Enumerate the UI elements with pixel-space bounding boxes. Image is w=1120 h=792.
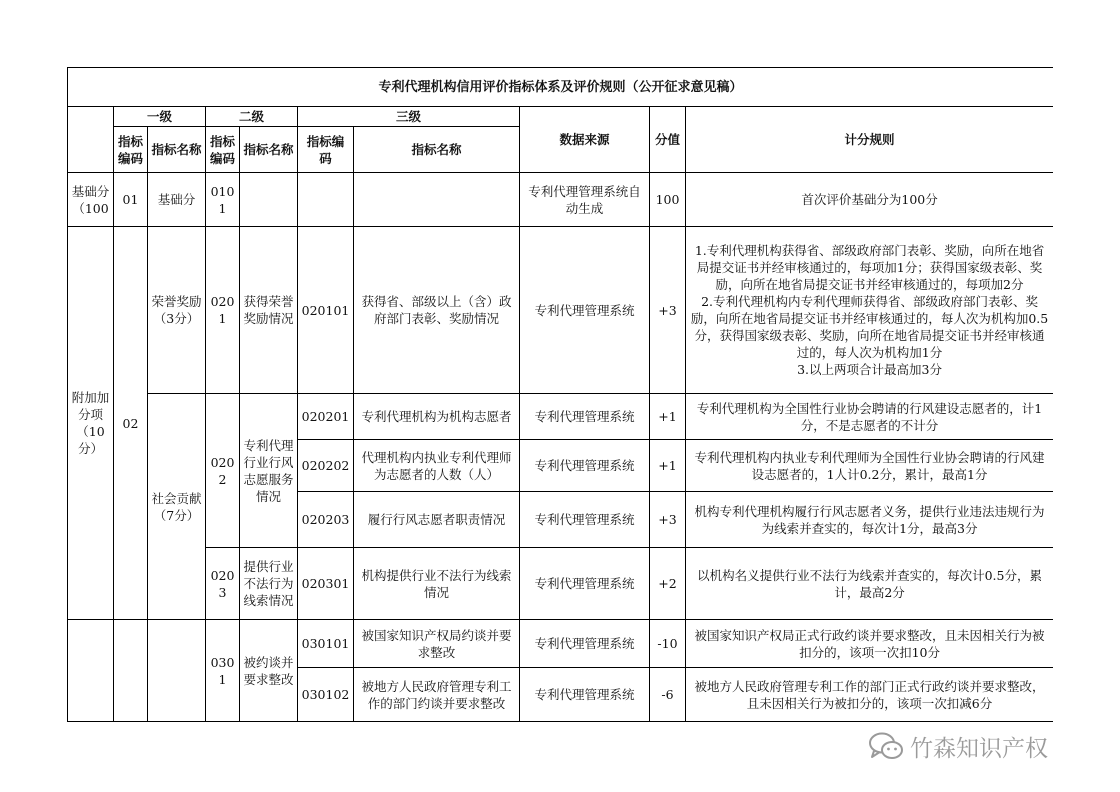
name1-cell: 基础分 [148,173,206,227]
score-cell: +3 [650,227,686,394]
code3-cell: 030102 [298,668,354,722]
header-rules: 计分规则 [686,107,1054,173]
rule-cell: 被地方人民政府管理专利工作的部门正式行政约谈并要求整改，且未因相关行为被扣分的，该项一次扣减6分 [686,668,1054,722]
code1-cell: 01 [114,173,148,227]
code3-cell [298,173,354,227]
rule-cell [686,227,1054,394]
name2-cell: 提供行业不法行为线索情况 [240,548,298,620]
code3-cell: 020201 [298,394,354,440]
header-score: 分值 [650,107,686,173]
source-cell: 专利代理管理系统 [520,394,650,440]
name2-cell: 专利代理行业行风志愿服务情况 [240,394,298,548]
title-row [68,68,1054,107]
code3-cell: 030101 [298,620,354,668]
code3-cell: 020202 [298,440,354,492]
source-cell: 专利代理管理系统自动生成 [520,173,650,227]
table-title: 专利代理机构信用评价指标体系及评价规则（公开征求意见稿） [68,68,1054,107]
rule-cell: 首次评价基础分为100分 [686,173,1054,227]
code2-cell: 0301 [206,620,240,722]
table-row [68,394,1054,440]
header-code1: 指标编码 [114,127,148,173]
category-cell: 基础分（100 [68,173,114,227]
code3-cell: 020301 [298,548,354,620]
header-code3: 指标编码 [298,127,354,173]
name3-cell: 机构提供行业不法行为线索情况 [354,548,520,620]
rule-text: 1.专利代理机构获得省、部级政府部门表彰、奖励，向所在地省局提交证书并经审核通过的，每项加1分；获得国家级表彰、奖励，向所在地省局提交证书并经审核通过的，每项加2分 2.专利代理机构内专利代理师获得省、部级政府部门表彰、奖励，向所在地省局提交证书并经审核通过的，每人次为机构加0.5分，获得国家级表彰、奖励，向所在地省局提交证书并经审核通过的，每人次为机构加1分 3.以上两项合计最高加3分 [690,243,1049,377]
header-level1: 一级 [114,107,206,127]
watermark [868,728,1048,764]
rule-cell: 专利代理机构内执业专利代理师为全国性行业协会聘请的行风建设志愿者的，1人计0.2分，累计，最高1分 [686,440,1054,492]
score-cell: -10 [650,620,686,668]
source-cell: 专利代理管理系统 [520,227,650,394]
code2-cell: 0101 [206,173,240,227]
name3-cell: 履行行风志愿者职责情况 [354,492,520,548]
name3-cell: 被地方人民政府管理专利工作的部门约谈并要求整改 [354,668,520,722]
name1-cell: 社会贡献（7分） [148,394,206,620]
header-code2: 指标编码 [206,127,240,173]
rule-cell: 被国家知识产权局正式行政约谈并要求整改，且未因相关行为被扣分的，该项一次扣10分 [686,620,1054,668]
header-row-levels [68,107,1054,127]
name3-cell: 代理机构内执业专利代理师为志愿者的人数（人） [354,440,520,492]
name3-cell [354,173,520,227]
rule-cell: 专利代理机构为全国性行业协会聘请的行风建设志愿者的，计1分，不是志愿者的不计分 [686,394,1054,440]
source-cell: 专利代理管理系统 [520,440,650,492]
watermark-text: 竹森知识产权 [910,735,1048,762]
name2-cell [240,173,298,227]
name1-cell [148,620,206,722]
header-name3: 指标名称 [354,127,520,173]
table-row [68,173,1054,227]
header-level2: 二级 [206,107,298,127]
spreadsheet [67,67,1053,722]
table-row [68,620,1054,668]
table-row [68,227,1054,394]
name2-cell: 被约谈并要求整改 [240,620,298,722]
source-cell: 专利代理管理系统 [520,492,650,548]
score-cell: +1 [650,394,686,440]
name3-cell: 被国家知识产权局约谈并要求整改 [354,620,520,668]
rule-cell: 以机构名义提供行业不法行为线索并查实的，每次计0.5分，累计，最高2分 [686,548,1054,620]
code1-cell [114,620,148,722]
source-cell: 专利代理管理系统 [520,668,650,722]
score-cell: 100 [650,173,686,227]
code2-cell: 0203 [206,548,240,620]
name3-cell: 专利代理机构为机构志愿者 [354,394,520,440]
code2-cell: 0202 [206,394,240,548]
name3-cell: 获得省、部级以上（含）政府部门表彰、奖励情况 [354,227,520,394]
header-level3: 三级 [298,107,520,127]
score-cell: -6 [650,668,686,722]
score-cell: +1 [650,440,686,492]
code3-cell: 020101 [298,227,354,394]
code2-cell: 0201 [206,227,240,394]
category-cell [68,620,114,722]
source-cell: 专利代理管理系统 [520,620,650,668]
name2-cell: 获得荣誉奖励情况 [240,227,298,394]
wechat-icon [868,731,904,761]
score-cell: +2 [650,548,686,620]
header-category [68,107,114,173]
name1-cell: 荣誉奖励（3分） [148,227,206,394]
source-cell: 专利代理管理系统 [520,548,650,620]
category-cell: 附加加分项（10分） [68,227,114,620]
header-name2: 指标名称 [240,127,298,173]
evaluation-table [67,67,1053,722]
table-row [68,548,1054,620]
score-cell: +3 [650,492,686,548]
code3-cell: 020203 [298,492,354,548]
header-name1: 指标名称 [148,127,206,173]
rule-cell: 机构专利代理机构履行行风志愿者义务，提供行业违法违规行为为线索并查实的，每次计1分，最高3分 [686,492,1054,548]
code1-cell: 02 [114,227,148,620]
header-source: 数据来源 [520,107,650,173]
